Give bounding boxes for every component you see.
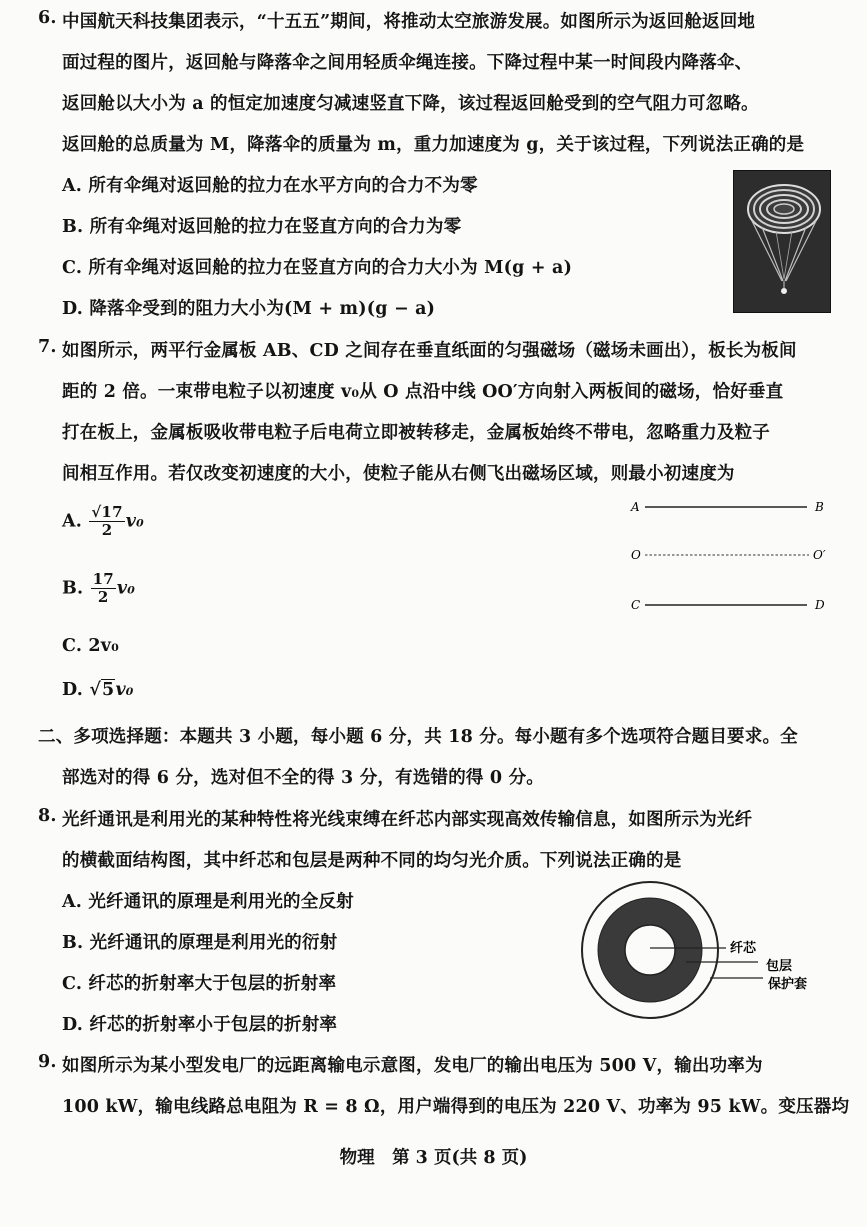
q6-number: 6. [38, 8, 57, 28]
fiber-core [625, 925, 675, 975]
q7-option-b-numerator: 17 [92, 570, 114, 588]
plate-label-a: A [631, 500, 640, 514]
section2-line-1: 二、多项选择题：本题共 3 小题，每小题 6 分，共 18 分。每小题有多个选项符合题目要求。全 [38, 727, 798, 747]
q7-line-3: 打在板上，金属板吸收带电粒子后电荷立即被转移走，金属板始终不带电，忽略重力及粒子 [62, 423, 770, 443]
q7-option-a-denominator: 2 [101, 520, 113, 539]
q7-option-d-radical: √ [89, 680, 102, 700]
q7-option-b-fraction [91, 572, 116, 606]
plate-label-d: D [815, 598, 825, 612]
fiber-core-label: 纤芯 [730, 940, 757, 955]
q7-option-d-tail: v₀ [115, 680, 134, 700]
q8-line-1: 光纤通讯是利用光的某种特性将光线束缚在纤芯内部实现高效传输信息，如图所示为光纤 [62, 810, 753, 830]
centerline-label-o-prime: O′ [813, 548, 826, 562]
q8-option-c: C. 纤芯的折射率大于包层的折射率 [62, 974, 337, 994]
q7-option-c: C. 2v₀ [62, 636, 120, 656]
q6-line-1: 中国航天科技集团表示，“十五五”期间，将推动太空旅游发展。如图所示为返回舱返回地 [62, 12, 756, 32]
plate-label-b: B [815, 500, 824, 514]
q7-line-2: 距的 2 倍。一束带电粒子以初速度 v₀从 O 点沿中线 OO′方向射入两板间的磁场，恰好垂直 [62, 382, 784, 402]
q7-option-d-label: D. [62, 680, 84, 700]
q7-number: 7. [38, 337, 57, 357]
q6-line-3: 返回舱以大小为 a 的恒定加速度匀减速竖直下降，该过程返回舱受到的空气阻力可忽略。 [62, 94, 759, 114]
plate-label-c: C [631, 598, 641, 612]
q7-plates-figure [625, 495, 835, 615]
q9-line-1: 如图所示为某小型发电厂的远距离输电示意图，发电厂的输出电压为 500 V，输出功率为 [62, 1056, 763, 1076]
fiber-jacket-label: 保护套 [768, 976, 808, 991]
q7-option-b-tail: v₀ [116, 578, 136, 599]
q7-option-a-tail: v₀ [125, 511, 144, 532]
q8-line-2: 的横截面结构图，其中纤芯和包层是两种不同的均匀光介质。下列说法正确的是 [62, 851, 682, 871]
parachute-image [734, 171, 830, 312]
q8-option-a: A. 光纤通讯的原理是利用光的全反射 [62, 892, 354, 912]
q7-option-d [62, 680, 134, 700]
q7-line-4: 间相互作用。若仅改变初速度的大小，使粒子能从右侧飞出磁场区域，则最小初速度为 [62, 464, 735, 484]
parachute-photo [733, 170, 831, 313]
q8-option-b: B. 光纤通讯的原理是利用光的衍射 [62, 933, 338, 953]
q7-option-b-label: B. [62, 578, 84, 599]
q7-option-a-label: A. [62, 511, 83, 532]
q8-option-d: D. 纤芯的折射率小于包层的折射率 [62, 1015, 338, 1035]
q6-option-d: D. 降落伞受到的阻力大小为(M + m)(g − a) [62, 299, 436, 319]
fiber-cladding-label: 包层 [766, 958, 793, 973]
q9-line-2: 100 kW，输电线路总电阻为 R = 8 Ω，用户端得到的电压为 220 V、功率为 95 kW。变压器均 [62, 1097, 850, 1117]
q7-option-a-numerator: √17 [91, 503, 123, 521]
q6-option-b: B. 所有伞绳对返回舱的拉力在竖直方向的合力为零 [62, 217, 462, 237]
q8-number: 8. [38, 806, 57, 826]
q6-line-4: 返回舱的总质量为 M，降落伞的质量为 m，重力加速度为 g，关于该过程，下列说法正确的是 [62, 135, 805, 155]
q8-fiber-figure [578, 880, 828, 1020]
q9-number: 9. [38, 1052, 57, 1072]
centerline-label-o: O [631, 548, 641, 562]
q6-option-a: A. 所有伞绳对返回舱的拉力在水平方向的合力不为零 [62, 176, 478, 196]
section2-line-2: 部选对的得 6 分，选对但不全的得 3 分，有选错的得 0 分。 [62, 768, 544, 788]
q7-option-a [62, 505, 144, 539]
q6-option-c: C. 所有伞绳对返回舱的拉力在竖直方向的合力大小为 M(g + a) [62, 258, 573, 278]
q7-line-1: 如图所示，两平行金属板 AB、CD 之间存在垂直纸面的匀强磁场（磁场未画出），板长为板间 [62, 341, 797, 361]
page-footer: 物理 第 3 页(共 8 页) [339, 1148, 528, 1168]
q7-option-b-denominator: 2 [97, 587, 109, 606]
q7-option-a-fraction [89, 505, 124, 539]
q7-option-b [62, 572, 135, 606]
q6-line-2: 面过程的图片，返回舱与降落伞之间用轻质伞绳连接。下降过程中某一时间段内降落伞、 [62, 53, 753, 73]
q7-option-d-radicand: 5 [102, 680, 115, 700]
